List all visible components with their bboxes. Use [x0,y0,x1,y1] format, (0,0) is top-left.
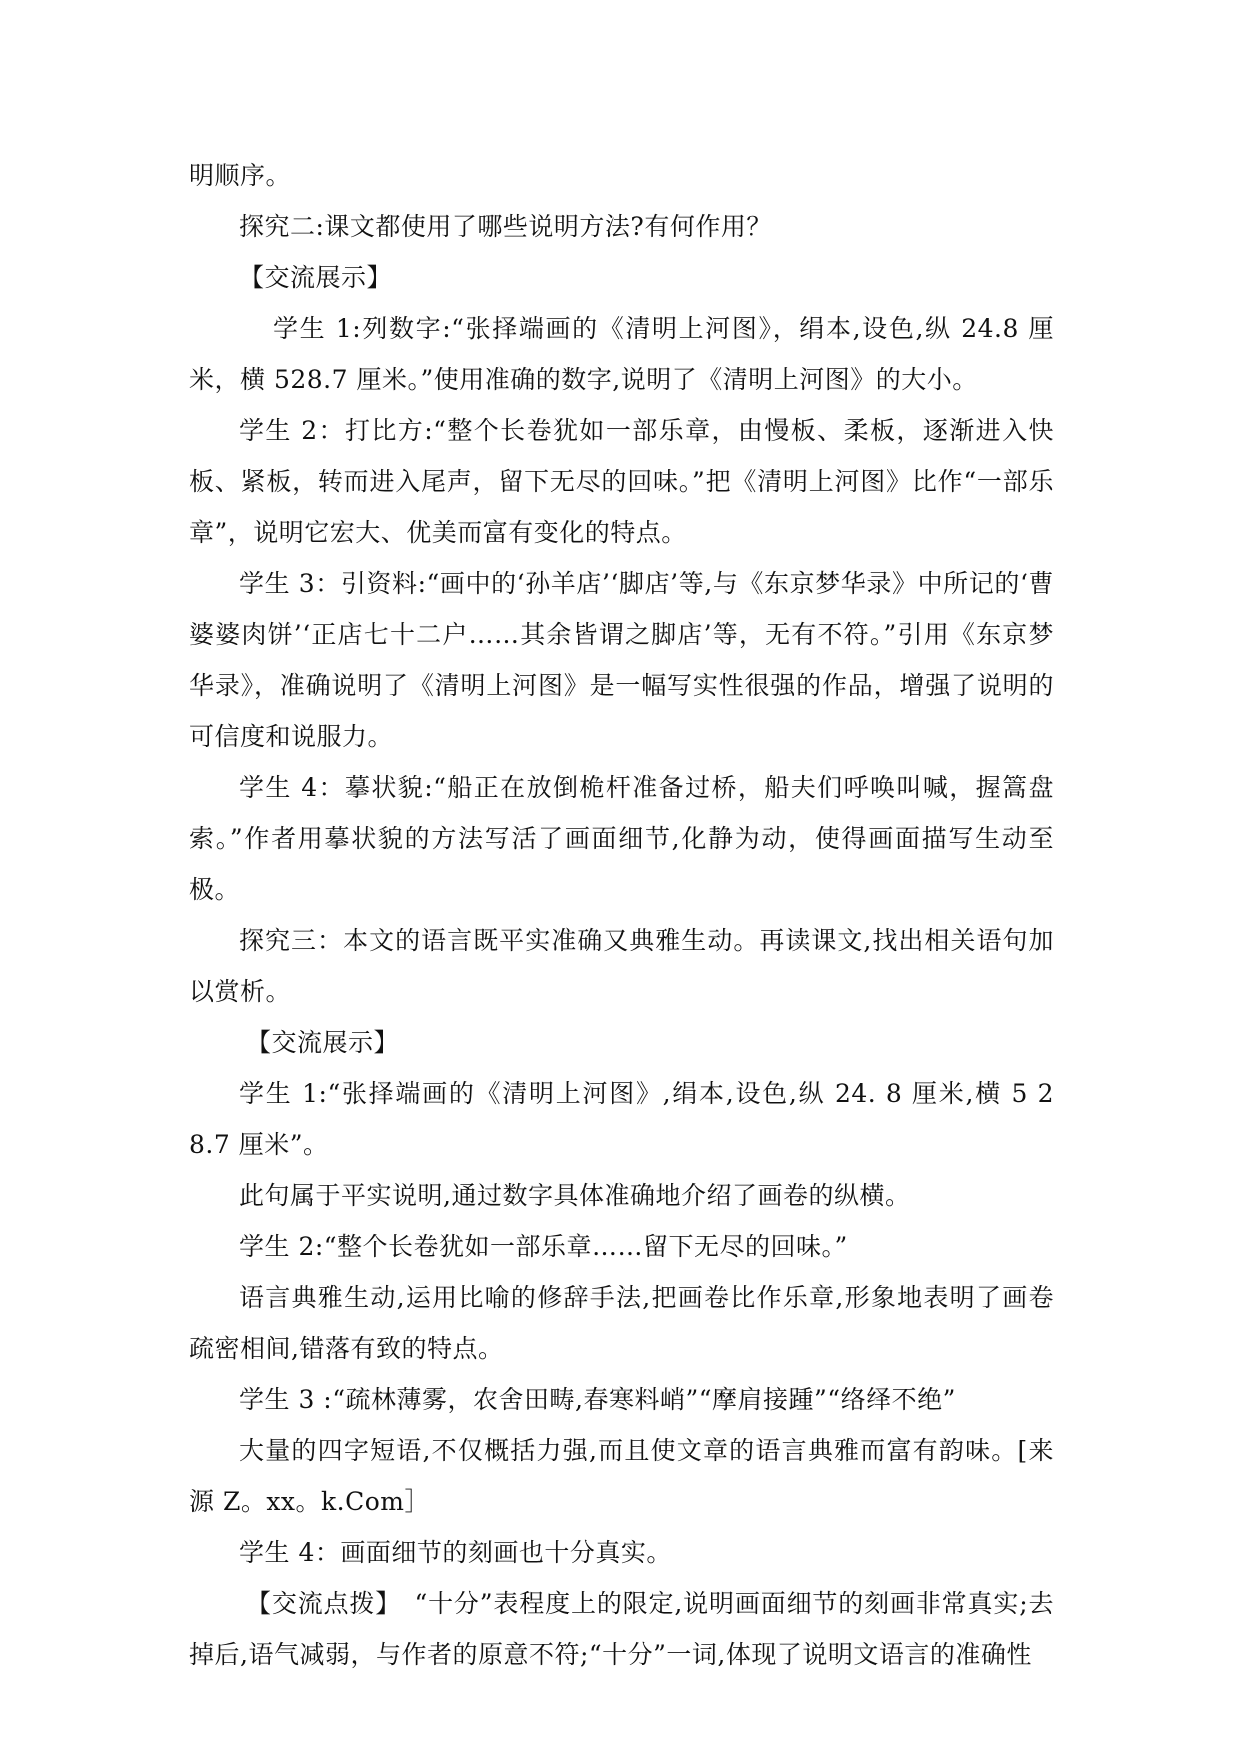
analysis-1: 此句属于平实说明,通过数字具体准确地介绍了画卷的纵横。 [239,1181,911,1210]
student-1-answer: 学生 1:列数字:“张择端画的《清明上河图》，绢本,设色,纵 24.8 厘米，横 528.7 厘米。”使用准确的数字,说明了《清明上河图》的大小。 [189,314,1054,394]
inquiry-three-heading: 探究三：本文的语言既平实准确又典雅生动。再读课文,找出相关语句加以赏析。 [189,926,1054,1006]
student-3-answer: 学生 3：引资料:“画中的‘孙羊店’‘脚店’等,与《东京梦华录》中所记的‘曹婆婆肉饼’‘正店七十二户……其余皆谓之脚店’等，无有不符。”引用《东京梦华录》，准确说明了《清明上河图》是一幅写实性很强的作品，增强了说明的可信度和说服力。 [189,569,1054,751]
exchange-guidance: 【交流点拨】 “十分”表程度上的限定,说明画面细节的刻画非常真实;去掉后,语气减弱，与作者的原意不符;“十分”一词,体现了说明文语言的准确性 [189,1589,1054,1669]
analysis-2: 语言典雅生动,运用比喻的修辞手法,把画卷比作乐章,形象地表明了画卷疏密相间,错落有致的特点。 [189,1283,1054,1363]
student-2-answer: 学生 2：打比方:“整个长卷犹如一部乐章，由慢板、柔板，逐渐进入快板、紧板，转而进入尾声，留下无尽的回味。”把《清明上河图》比作“一部乐章”，说明它宏大、优美而富有变化的特点。 [189,416,1054,547]
exchange-display-heading-2: 【交流展示】 [246,1028,400,1057]
student-4-quote: 学生 4：画面细节的刻画也十分真实。 [239,1538,672,1567]
student-4-answer: 学生 4：摹状貌:“船正在放倒桅杆准备过桥，船夫们呼唤叫喊，握篙盘索。”作者用摹状貌的方法写活了画面细节,化静为动，使得画面描写生动至极。 [189,773,1054,904]
analysis-3: 大量的四字短语,不仅概括力强,而且使文章的语言典雅而富有韵味。[来源 Z。xx。k.Com］ [189,1436,1054,1516]
student-3-quote: 学生 3 :“疏林薄雾，农舍田畴,春寒料峭”“摩肩接踵”“络绎不绝” [239,1385,956,1414]
document-body [189,150,1054,1680]
student-1-quote: 学生 1:“张择端画的《清明上河图》,绢本,设色,纵 24. 8 厘米,横 5 2 8.7 厘米”。 [189,1079,1054,1159]
student-2-quote: 学生 2:“整个长卷犹如一部乐章……留下无尽的回味。” [239,1232,848,1261]
exchange-display-heading: 【交流展示】 [239,263,393,292]
inquiry-two-heading: 探究二:课文都使用了哪些说明方法?有何作用？ [239,212,772,241]
paragraph-continuation: 明顺序。 [189,161,292,190]
